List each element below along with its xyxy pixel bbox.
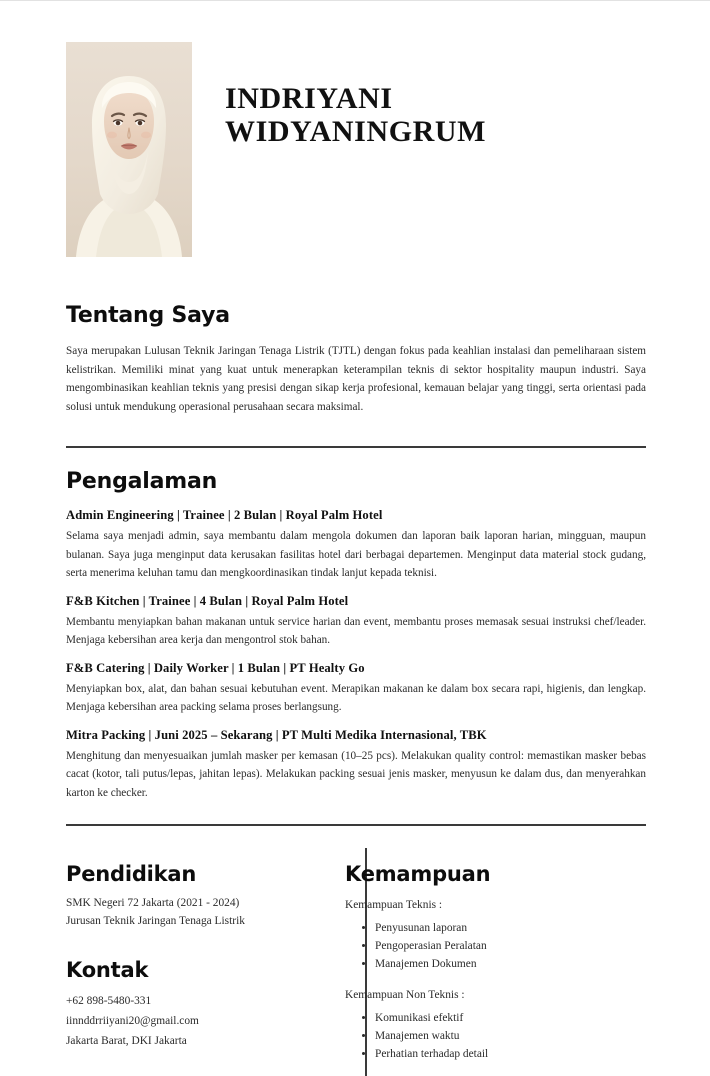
- experience-description: Menghitung dan menyesuaikan jumlah masker per kemasan (10–25 pcs). Melakukan quality control: memastikan masker bebas cacat (kotor, tali putus/lepas, jahitan lepas). Melakukan packing sesuai jenis masker, menyusun ke dalam dus, dan menyerahkan karton ke checker.: [66, 749, 646, 799]
- soft-skills-label: Kemampuan Non Teknis :: [345, 989, 465, 1001]
- skills-heading: Kemampuan: [345, 862, 491, 886]
- about-section: [0, 303, 710, 416]
- name-line-1: INDRIYANI: [225, 82, 393, 115]
- experience-title: F&B Catering | Daily Worker | 1 Bulan | PT Healty Go: [66, 660, 365, 675]
- education-line: Jurusan Teknik Jaringan Tenaga Listrik: [66, 914, 245, 927]
- experience-item: [66, 728, 646, 803]
- experience-title: Mitra Packing | Juni 2025 – Sekarang | PT Multi Medika Internasional, TBK: [66, 727, 487, 742]
- experience-description: Menyiapkan box, alat, dan bahan sesuai kebutuhan event. Merapikan makanan ke dalam box secara rapi, higienis, dan lengkap. Menjaga kebersihan area packing selama proses berlangsung.: [66, 682, 646, 713]
- divider-above-experience: [66, 446, 646, 448]
- experience-description: Membantu menyiapkan bahan makanan untuk service harian dan event, membantu proses memasak sesuai instruksi chef/leader. Menjaga kebersihan area kerja dan mengontrol stok bahan.: [66, 615, 646, 646]
- left-column: [0, 848, 299, 1063]
- experience-item: [66, 594, 646, 650]
- experience-title: F&B Kitchen | Trainee | 4 Bulan | Royal Palm Hotel: [66, 593, 349, 608]
- skill-item: • Manajemen Dokumen: [375, 955, 670, 973]
- about-text: Saya merupakan Lulusan Teknik Jaringan Tenaga Listrik (TJTL) dengan fokus pada keahlian instalasi dan pemeliharaan sistem kelistrikan. Memiliki minat yang kuat untuk menerapkan keterampilan teknis di sektor hospitality maupun industri. Saya mengombinasikan keahlian teknis yang presisi dengan sikap kerja profesional, kemauan belajar yang tinggi, serta orientasi pada solusi untuk mendukung operasional perusahaan secara maksimal.: [66, 345, 646, 413]
- technical-skills-label: Kemampuan Teknis :: [345, 899, 443, 911]
- header: [0, 1, 710, 257]
- name-block: [192, 42, 486, 148]
- bottom-columns: [0, 848, 710, 1063]
- contact-phone[interactable]: +62 898-5480-331: [66, 995, 152, 1007]
- contact-email[interactable]: iinnddrriiyani20@gmail.com: [66, 1015, 199, 1027]
- contact-list: [66, 991, 299, 1051]
- skill-item: • Komunikasi efektif: [375, 1009, 670, 1027]
- name-line-2: WIDYANINGRUM: [225, 115, 487, 148]
- portrait-photo: [66, 42, 192, 257]
- divider-above-bottom-columns: [66, 824, 646, 826]
- skill-item: • Perhatian terhadap detail: [375, 1045, 670, 1063]
- experience-item: [66, 508, 646, 583]
- experience-section: [0, 469, 710, 802]
- technical-skills-list: [345, 919, 670, 973]
- experience-title: Admin Engineering | Trainee | 2 Bulan | Royal Palm Hotel: [66, 508, 383, 522]
- experience-heading: Pengalaman: [66, 469, 218, 494]
- about-heading: Tentang Saya: [66, 303, 230, 328]
- soft-skills-list: [345, 1009, 670, 1063]
- skill-item: • Penyusunan laporan: [375, 919, 670, 937]
- contact-heading: Kontak: [66, 958, 149, 982]
- experience-item: [66, 661, 646, 717]
- skill-item: • Manajemen waktu: [375, 1027, 670, 1045]
- experience-description: Selama saya menjadi admin, saya membantu dalam mengola dokumen dan laporan baik laporan harian, mingguan, maupun bulanan. Saya juga menginput data kerusakan fasilitas hotel dari berbagai departemen. Menginput data material stock gudang, serta menerima keluhan tamu dan mengkoordinasikan tindak lanjut kepada teknisi.: [66, 530, 646, 579]
- education-heading: Pendidikan: [66, 862, 197, 886]
- skill-item: • Pengoperasian Peralatan: [375, 937, 670, 955]
- right-column: [299, 848, 710, 1063]
- education-line: SMK Negeri 72 Jakarta (2021 - 2024): [66, 897, 240, 909]
- education-list: [66, 895, 299, 930]
- contact-location: Jakarta Barat, DKI Jakarta: [66, 1035, 187, 1047]
